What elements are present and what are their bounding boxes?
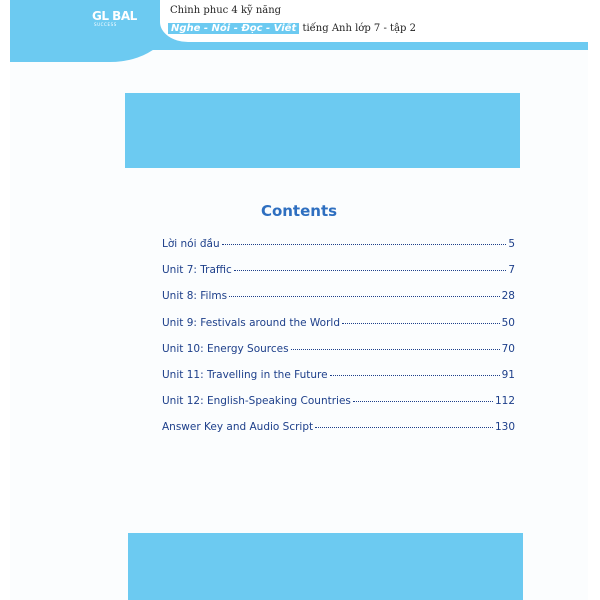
logo-subtext: SUCCESS bbox=[94, 22, 117, 27]
toc-leader-dots bbox=[229, 296, 500, 297]
toc-entry-label: Unit 8: Films bbox=[162, 290, 228, 303]
toc-entry-page: 112 bbox=[494, 395, 515, 408]
top-blue-panel bbox=[125, 93, 520, 168]
toc-entry-label: Unit 12: English-Speaking Countries bbox=[162, 395, 351, 408]
toc-leader-dots bbox=[315, 427, 493, 428]
table-of-contents bbox=[162, 238, 515, 448]
toc-entry[interactable] bbox=[162, 369, 515, 395]
header-curve bbox=[10, 0, 170, 62]
toc-leader-dots bbox=[353, 401, 493, 402]
global-success-logo: GL BAL bbox=[92, 9, 137, 23]
toc-entry-label: Unit 11: Travelling in the Future bbox=[162, 368, 328, 381]
toc-leader-dots bbox=[234, 270, 506, 271]
toc-entry[interactable] bbox=[162, 395, 515, 421]
toc-leader-dots bbox=[330, 375, 500, 376]
toc-entry-page: 91 bbox=[501, 368, 515, 381]
toc-entry[interactable] bbox=[162, 290, 515, 316]
header-line1: Chinh phuc 4 kỹ năng bbox=[170, 5, 282, 16]
toc-entry-page: 50 bbox=[501, 316, 515, 329]
toc-entry-page: 130 bbox=[494, 421, 515, 434]
toc-entry-label: Answer Key and Audio Script bbox=[162, 421, 314, 434]
toc-entry-page: 70 bbox=[501, 342, 515, 355]
toc-leader-dots bbox=[222, 244, 507, 245]
toc-entry-page: 7 bbox=[508, 264, 515, 277]
header-line2 bbox=[168, 23, 416, 34]
bottom-blue-panel bbox=[128, 533, 523, 600]
toc-entry-page: 28 bbox=[501, 290, 515, 303]
toc-entry[interactable] bbox=[162, 264, 515, 290]
toc-entry[interactable] bbox=[162, 238, 515, 264]
toc-entry-label: Unit 7: Traffic bbox=[162, 264, 232, 277]
book-subtitle: tiếng Anh lớp 7 - tập 2 bbox=[302, 23, 416, 34]
toc-entry[interactable] bbox=[162, 421, 515, 447]
toc-leader-dots bbox=[342, 323, 500, 324]
toc-entry-label: Unit 10: Energy Sources bbox=[162, 342, 289, 355]
toc-entry-label: Unit 9: Festivals around the World bbox=[162, 316, 340, 329]
toc-leader-dots bbox=[291, 349, 500, 350]
toc-entry[interactable] bbox=[162, 343, 515, 369]
contents-title: Contents bbox=[260, 202, 338, 220]
skills-label: Nghe - Nói - Đọc - Viết bbox=[168, 23, 299, 34]
toc-entry-page: 5 bbox=[508, 238, 515, 250]
book-page bbox=[10, 0, 588, 600]
toc-entry-label: Lời nói đầu bbox=[162, 238, 220, 250]
toc-entry[interactable] bbox=[162, 317, 515, 343]
